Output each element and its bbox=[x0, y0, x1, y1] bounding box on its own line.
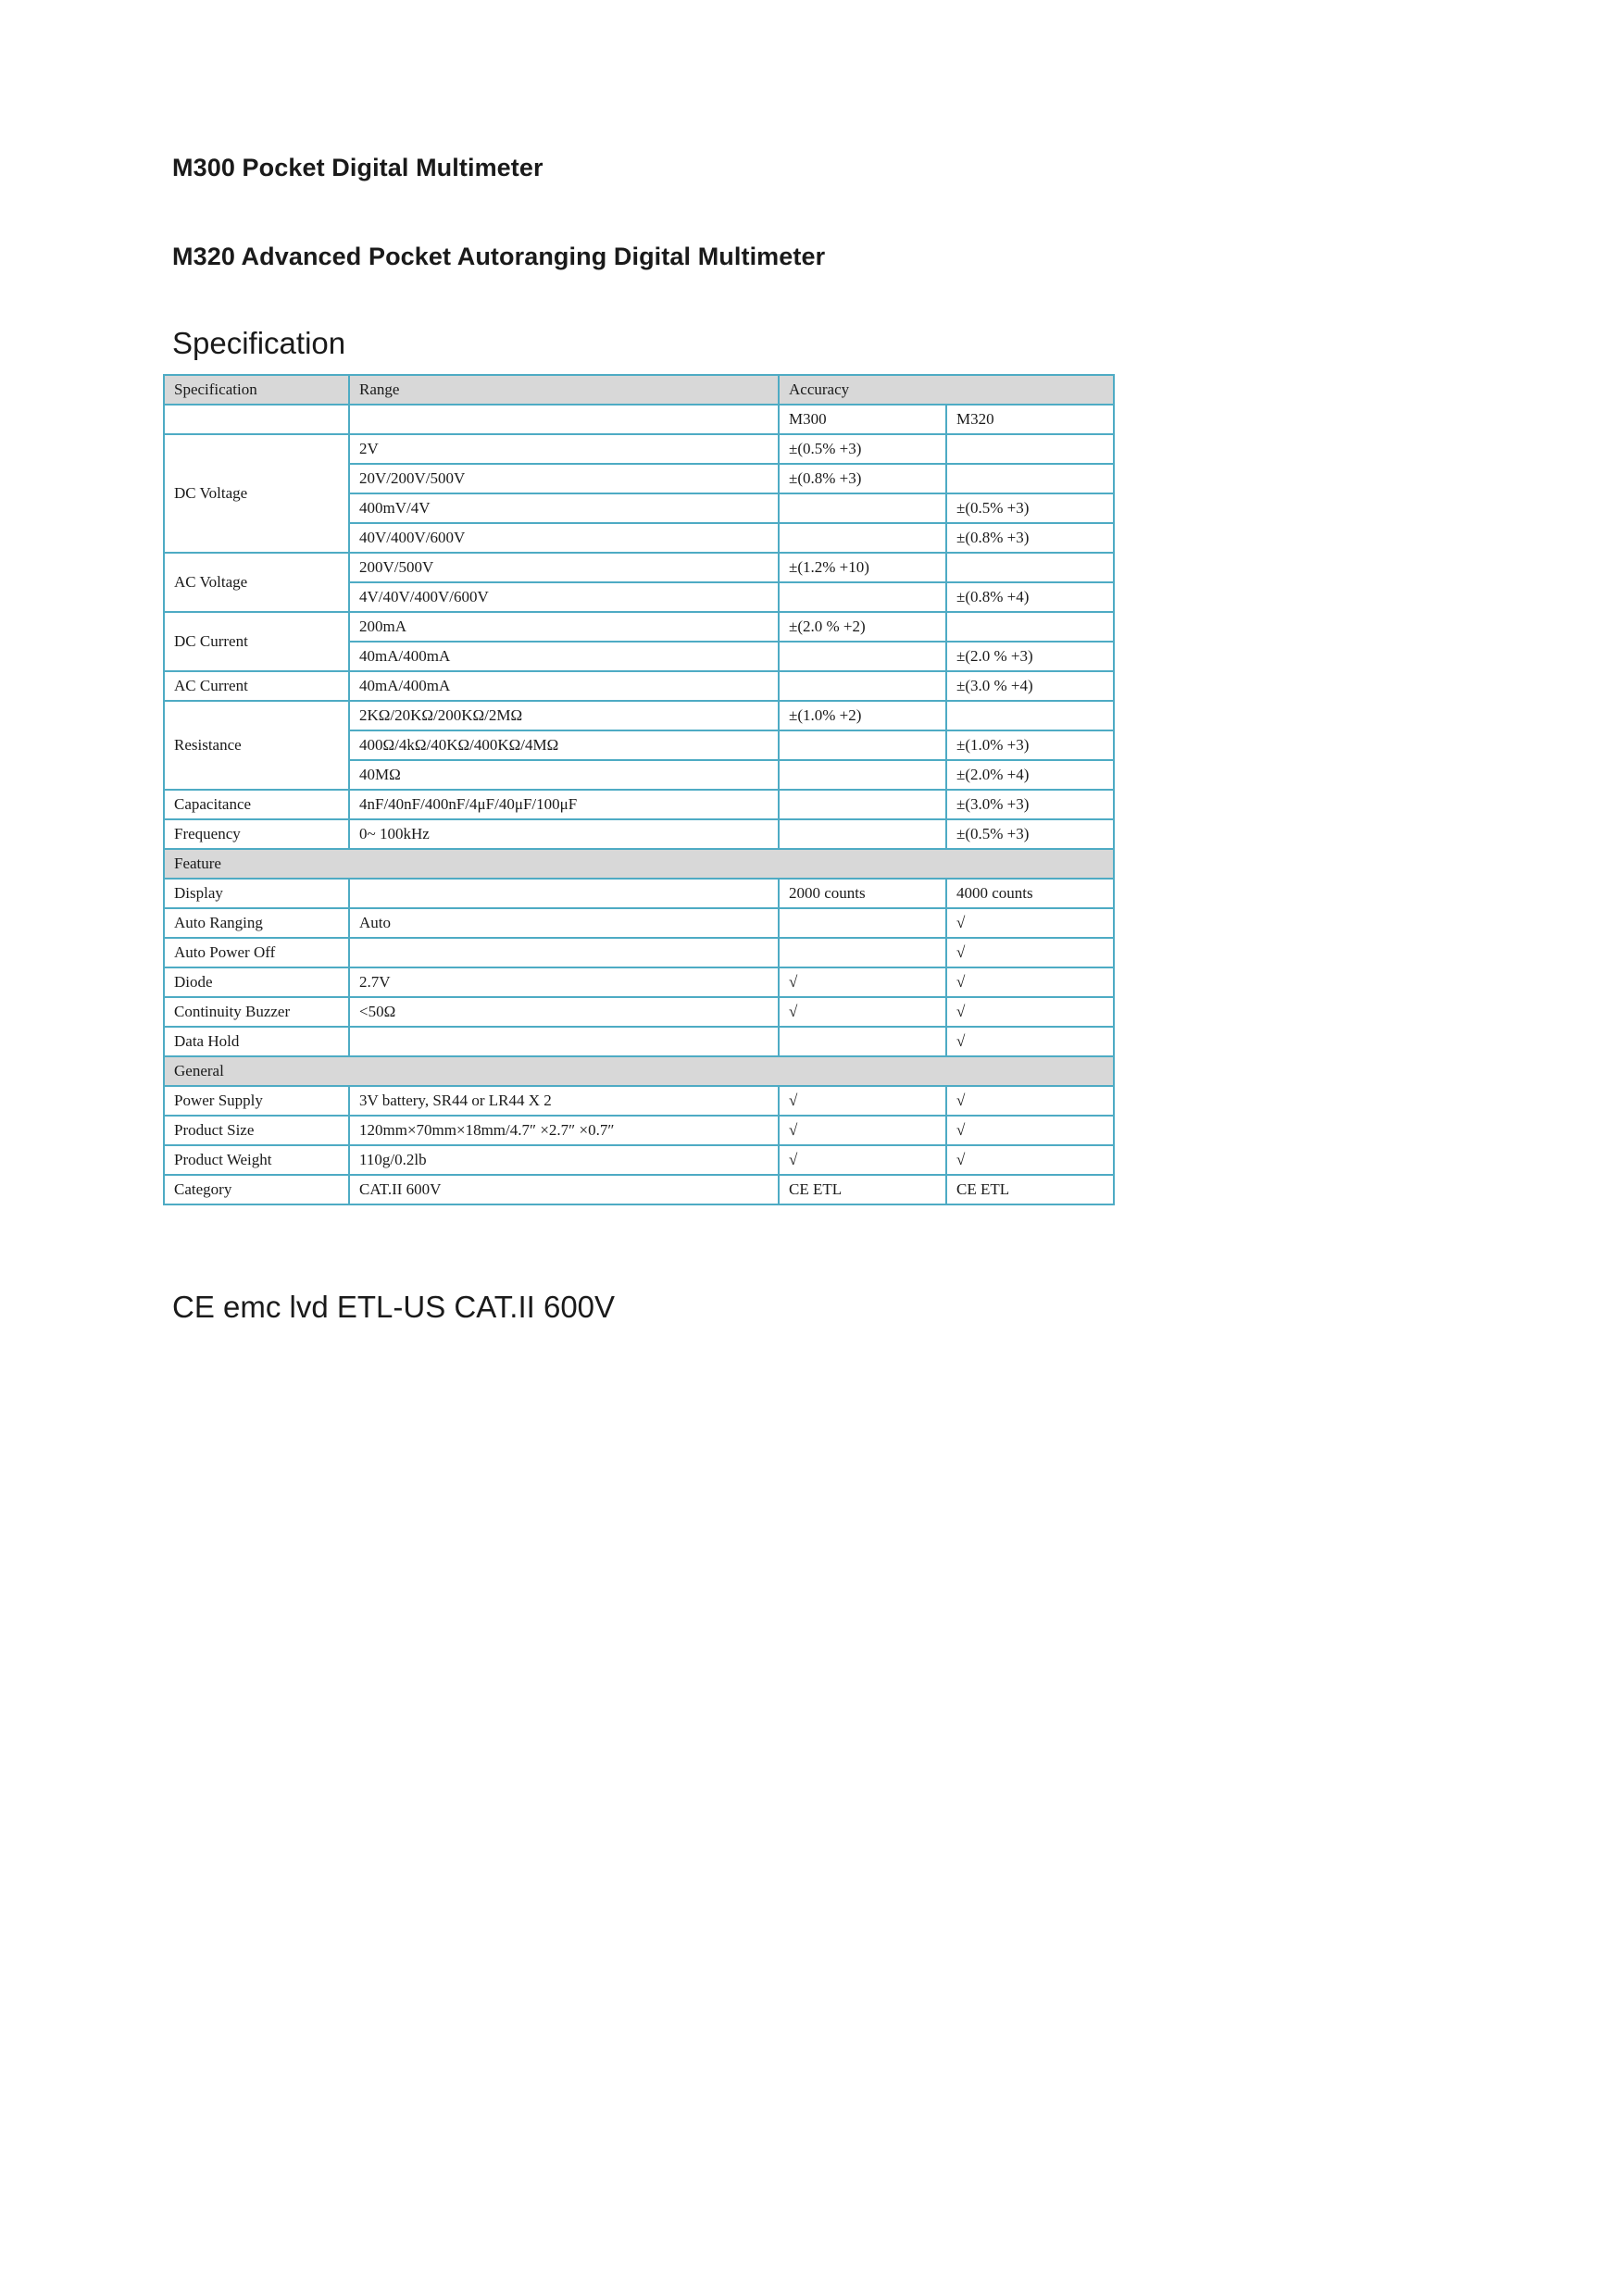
cell-m300: CE ETL bbox=[779, 1175, 946, 1204]
cell-spec: Diode bbox=[164, 967, 349, 997]
cell-m300 bbox=[779, 730, 946, 760]
cell-range: 4V/40V/400V/600V bbox=[349, 582, 779, 612]
cell-m320: ±(0.8% +4) bbox=[946, 582, 1114, 612]
table-row bbox=[164, 1145, 1114, 1175]
cell-m300 bbox=[779, 790, 946, 819]
cell-range: 400Ω/4kΩ/40KΩ/400KΩ/4MΩ bbox=[349, 730, 779, 760]
cell-range: 3V battery, SR44 or LR44 X 2 bbox=[349, 1086, 779, 1116]
cell-range: 40mA/400mA bbox=[349, 671, 779, 701]
cell-spec: Auto Power Off bbox=[164, 938, 349, 967]
table-row bbox=[164, 701, 1114, 730]
cell-range bbox=[349, 1027, 779, 1056]
table-row bbox=[164, 612, 1114, 642]
cell-m300: ±(2.0 % +2) bbox=[779, 612, 946, 642]
cell-m320: √ bbox=[946, 908, 1114, 938]
header-accuracy: Accuracy bbox=[779, 375, 1114, 405]
cell-range: 2V bbox=[349, 434, 779, 464]
cell-range bbox=[349, 879, 779, 908]
cell-range: 40V/400V/600V bbox=[349, 523, 779, 553]
cell-spec: Category bbox=[164, 1175, 349, 1204]
cell-range: 0~ 100kHz bbox=[349, 819, 779, 849]
table-row bbox=[164, 790, 1114, 819]
header-range: Range bbox=[349, 375, 779, 405]
table-header-row bbox=[164, 375, 1114, 405]
cell-m300: √ bbox=[779, 1145, 946, 1175]
cell-m320: ±(1.0% +3) bbox=[946, 730, 1114, 760]
cell-m300: ±(1.2% +10) bbox=[779, 553, 946, 582]
cell-m300: √ bbox=[779, 967, 946, 997]
cell-m320: √ bbox=[946, 938, 1114, 967]
cell-m300: ±(0.5% +3) bbox=[779, 434, 946, 464]
cell-m320: √ bbox=[946, 1116, 1114, 1145]
table-row bbox=[164, 1175, 1114, 1204]
cell-m320: ±(0.8% +3) bbox=[946, 523, 1114, 553]
cell-m300 bbox=[779, 582, 946, 612]
title-m320: M320 Advanced Pocket Autoranging Digital Multimeter bbox=[172, 243, 826, 270]
cell-spec: Capacitance bbox=[164, 790, 349, 819]
cell-range: 120mm×70mm×18mm/4.7″ ×2.7″ ×0.7″ bbox=[349, 1116, 779, 1145]
cell-m320: ±(3.0 % +4) bbox=[946, 671, 1114, 701]
group-dc-voltage: DC Voltage bbox=[164, 434, 349, 553]
group-dc-current: DC Current bbox=[164, 612, 349, 671]
table-row bbox=[164, 1086, 1114, 1116]
cell-m300 bbox=[779, 642, 946, 671]
cell-range: 40MΩ bbox=[349, 760, 779, 790]
table-row bbox=[164, 938, 1114, 967]
cell-m320: CE ETL bbox=[946, 1175, 1114, 1204]
subheader-m320: M320 bbox=[946, 405, 1114, 434]
cell-m320: ±(0.5% +3) bbox=[946, 493, 1114, 523]
table-row bbox=[164, 819, 1114, 849]
cell-m320 bbox=[946, 701, 1114, 730]
cell-range: 4nF/40nF/400nF/4μF/40μF/100μF bbox=[349, 790, 779, 819]
cell-m300: √ bbox=[779, 1086, 946, 1116]
cell-m320: 4000 counts bbox=[946, 879, 1114, 908]
cell-m300: 2000 counts bbox=[779, 879, 946, 908]
group-resistance: Resistance bbox=[164, 701, 349, 790]
cell-spec: Frequency bbox=[164, 819, 349, 849]
cell-range: 2KΩ/20KΩ/200KΩ/2MΩ bbox=[349, 701, 779, 730]
cell-m320: ±(2.0 % +3) bbox=[946, 642, 1114, 671]
cell-spec: Auto Ranging bbox=[164, 908, 349, 938]
section-row-feature bbox=[164, 849, 1114, 879]
cell-range: <50Ω bbox=[349, 997, 779, 1027]
specification-table bbox=[163, 374, 1115, 1205]
title-m300: M300 Pocket Digital Multimeter bbox=[172, 154, 543, 181]
cell-m320: √ bbox=[946, 1086, 1114, 1116]
group-ac-voltage: AC Voltage bbox=[164, 553, 349, 612]
cell-range: Auto bbox=[349, 908, 779, 938]
cell-m300: ±(0.8% +3) bbox=[779, 464, 946, 493]
cell-m300 bbox=[779, 760, 946, 790]
cell-m320: √ bbox=[946, 1145, 1114, 1175]
cell-m320: ±(0.5% +3) bbox=[946, 819, 1114, 849]
cell-spec: Product Weight bbox=[164, 1145, 349, 1175]
cell-range: 40mA/400mA bbox=[349, 642, 779, 671]
section-label: Feature bbox=[164, 849, 1114, 879]
table-row bbox=[164, 967, 1114, 997]
cell-m320 bbox=[946, 553, 1114, 582]
cell-m320 bbox=[946, 434, 1114, 464]
table-row bbox=[164, 671, 1114, 701]
subheader-m300: M300 bbox=[779, 405, 946, 434]
cell-m320: √ bbox=[946, 1027, 1114, 1056]
cell-range: 2.7V bbox=[349, 967, 779, 997]
cell-m300 bbox=[779, 493, 946, 523]
table-row bbox=[164, 553, 1114, 582]
table-subheader-row bbox=[164, 405, 1114, 434]
table-row bbox=[164, 1027, 1114, 1056]
cell-m300 bbox=[779, 908, 946, 938]
cell-m300 bbox=[779, 671, 946, 701]
table-cell bbox=[164, 405, 349, 434]
cell-range: 20V/200V/500V bbox=[349, 464, 779, 493]
cell-m300 bbox=[779, 1027, 946, 1056]
cell-range: 110g/0.2lb bbox=[349, 1145, 779, 1175]
table-row bbox=[164, 997, 1114, 1027]
cell-m300 bbox=[779, 523, 946, 553]
cell-spec: Product Size bbox=[164, 1116, 349, 1145]
cell-m300 bbox=[779, 819, 946, 849]
cell-m320: ±(3.0% +3) bbox=[946, 790, 1114, 819]
section-label: General bbox=[164, 1056, 1114, 1086]
certification-footer: CE emc lvd ETL-US CAT.II 600V bbox=[172, 1290, 616, 1324]
cell-spec: AC Current bbox=[164, 671, 349, 701]
cell-range: 200V/500V bbox=[349, 553, 779, 582]
cell-range: CAT.II 600V bbox=[349, 1175, 779, 1204]
cell-m320: ±(2.0% +4) bbox=[946, 760, 1114, 790]
section-title: Specification bbox=[172, 326, 346, 360]
header-specification: Specification bbox=[164, 375, 349, 405]
cell-m300 bbox=[779, 938, 946, 967]
table-row bbox=[164, 879, 1114, 908]
cell-spec: Power Supply bbox=[164, 1086, 349, 1116]
section-row-general bbox=[164, 1056, 1114, 1086]
cell-range bbox=[349, 938, 779, 967]
table-row bbox=[164, 908, 1114, 938]
cell-m320 bbox=[946, 612, 1114, 642]
cell-range: 200mA bbox=[349, 612, 779, 642]
cell-m320 bbox=[946, 464, 1114, 493]
cell-m320: √ bbox=[946, 997, 1114, 1027]
cell-m320: √ bbox=[946, 967, 1114, 997]
cell-spec: Data Hold bbox=[164, 1027, 349, 1056]
cell-m300: √ bbox=[779, 997, 946, 1027]
cell-m300: √ bbox=[779, 1116, 946, 1145]
cell-spec: Continuity Buzzer bbox=[164, 997, 349, 1027]
table-row bbox=[164, 1116, 1114, 1145]
table-row bbox=[164, 434, 1114, 464]
cell-spec: Display bbox=[164, 879, 349, 908]
cell-range: 400mV/4V bbox=[349, 493, 779, 523]
table-cell bbox=[349, 405, 779, 434]
cell-m300: ±(1.0% +2) bbox=[779, 701, 946, 730]
